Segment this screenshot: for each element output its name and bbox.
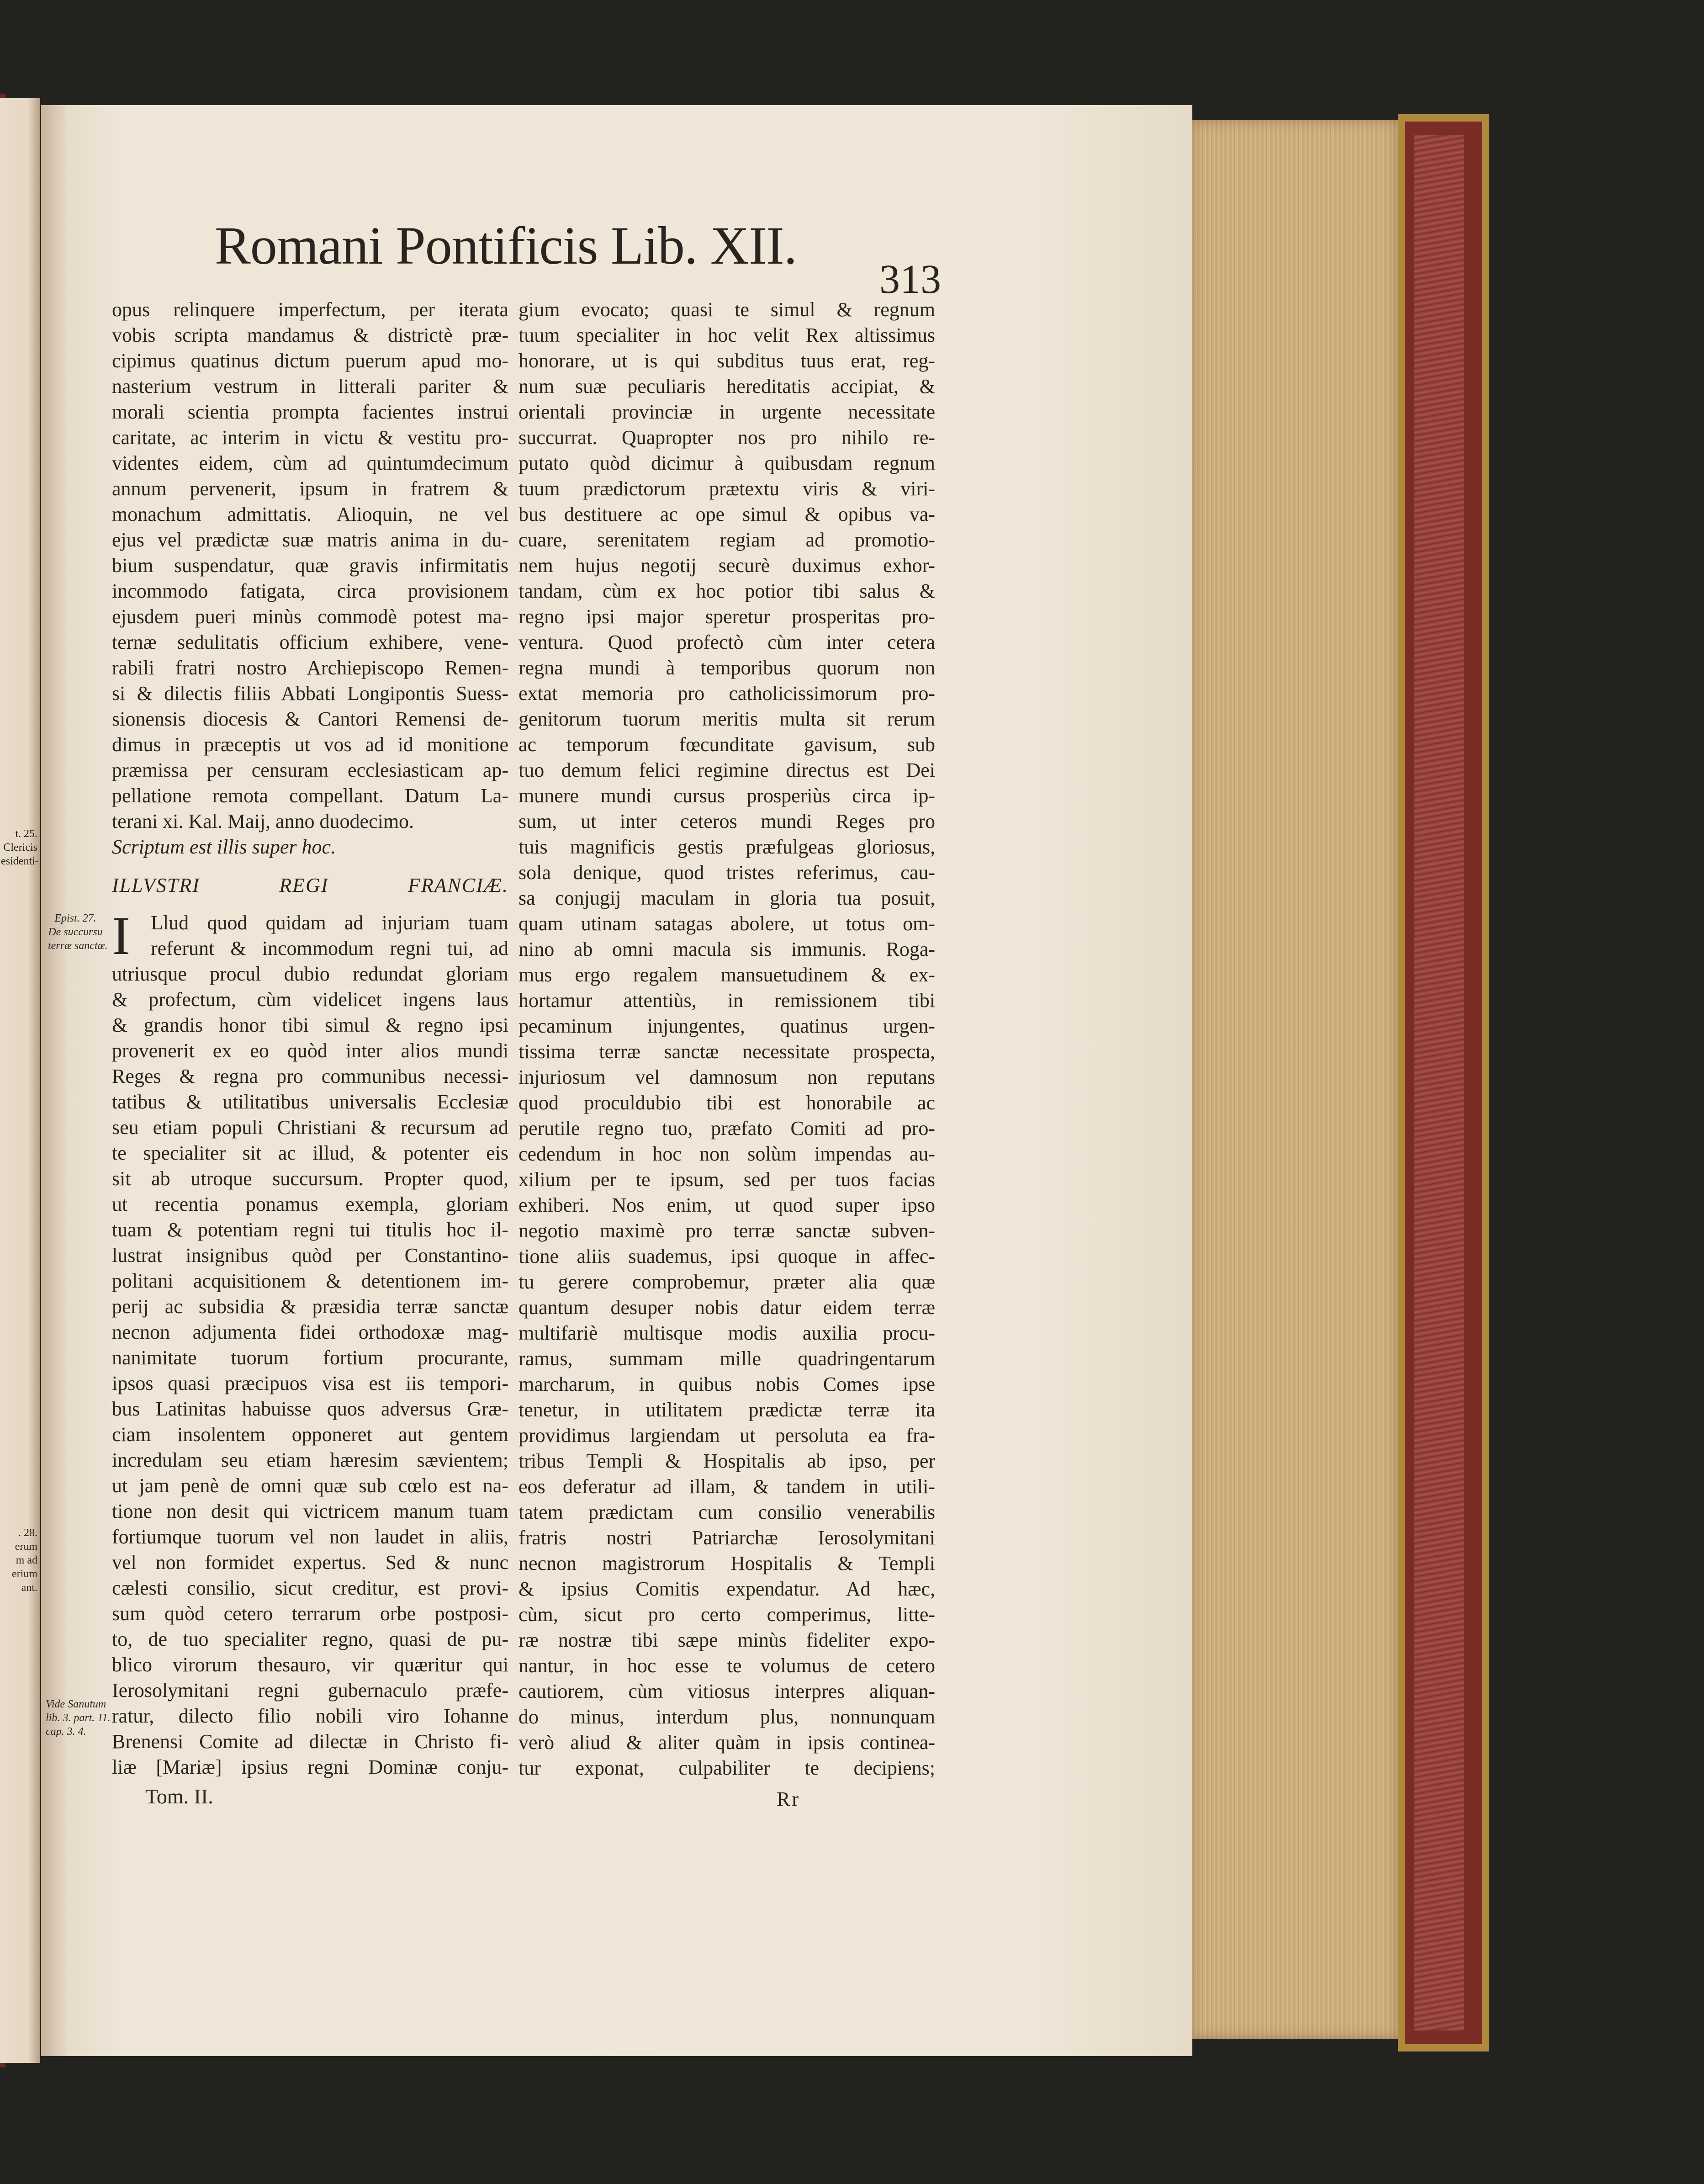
text-line: eos deferatur ad illam, & tandem in utili- xyxy=(519,1475,935,1498)
text-line: ut jam penè de omni quæ sub cœlo est na- xyxy=(112,1474,508,1497)
text-line: ipsos quasi præcipuos visa est iis tempori- xyxy=(112,1372,508,1394)
text-line: tuum prædictorum prætextu viris & viri- xyxy=(519,477,935,500)
footer-signature: Rr xyxy=(777,1788,800,1810)
text-line: ejusdem pueri minùs commodè potest ma- xyxy=(112,605,508,628)
text-line: nino ab omni macula sis immunis. Roga- xyxy=(519,938,935,960)
text-line: tuum specialiter in hoc velit Rex altissimus xyxy=(519,324,935,346)
text-line: xilium per te ipsum, sed per tuos facias xyxy=(519,1168,935,1191)
text-line: tissima terræ sanctæ necessitate prospecta, xyxy=(519,1040,935,1063)
text-line: injuriosum vel damnosum non reputans xyxy=(519,1066,935,1088)
text-line: honorare, ut is qui subditus tuus erat, reg- xyxy=(519,350,935,372)
text-line: Brenensi Comite ad dilectæ in Christo fi- xyxy=(112,1730,508,1753)
text-line: politani acquisitionem & detentionem im- xyxy=(112,1270,508,1292)
text-line: regno ipsi major speretur prosperitas pro- xyxy=(519,605,935,628)
text-line: quod proculdubio tibi est honorabile ac xyxy=(519,1092,935,1114)
text-line: num suæ peculiaris hereditatis accipiat, & xyxy=(519,375,935,398)
text-line: quantum desuper nobis datur eidem terræ xyxy=(519,1296,935,1319)
text-line: annum pervenerit, ipsum in fratrem & xyxy=(112,477,508,500)
margin-note-vide-sanutum xyxy=(46,1697,111,1739)
text-line: incommodo fatigata, circa provisionem xyxy=(112,580,508,602)
text-line: regna mundi à temporibus quorum non xyxy=(519,657,935,679)
text-line: Llud quod quidam ad injuriam tuam xyxy=(151,912,508,934)
text-line: sum quòd cetero terrarum orbe postposi- xyxy=(112,1602,508,1625)
text-line: blico virorum thesauro, vir quæritur qui xyxy=(112,1654,508,1676)
scriptum-line: Scriptum est illis super hoc. xyxy=(112,836,336,858)
text-line: cuare, serenitatem regiam ad promotio- xyxy=(519,529,935,551)
text-line: hortamur attentiùs, in remissionem tibi xyxy=(519,989,935,1012)
text-line: negotio maximè pro terræ sanctæ subven- xyxy=(519,1219,935,1242)
text-line: bium suspendatur, quæ gravis infirmitatis xyxy=(112,554,508,577)
text-line: verò aliud & aliter quàm in ipsis continea- xyxy=(519,1731,935,1754)
text-line: sa conjugij maculam in gloria tua posuit, xyxy=(519,887,935,909)
text-line: vel non formidet expertus. Sed & nunc xyxy=(112,1551,508,1574)
text-line: ramus, summam mille quadringentarum xyxy=(519,1347,935,1370)
text-line: mus ergo regalem mansuetudinem & ex- xyxy=(519,964,935,986)
text-line: tuo demum felici regimine directus est Dei xyxy=(519,759,935,781)
text-line: referunt & incommodum regni tui, ad xyxy=(151,937,508,959)
text-line: sit ab utroque succursum. Propter quod, xyxy=(112,1167,508,1190)
text-line: dimus in præceptis ut vos ad id monitione xyxy=(112,733,508,756)
text-line: nem hujus negotij securè duximus exhor- xyxy=(519,554,935,577)
text-line: necnon magistrorum Hospitalis & Templi xyxy=(519,1552,935,1574)
margin-note-epist-27 xyxy=(48,912,108,953)
margin-note-line: ant. xyxy=(21,1582,37,1594)
text-line: putato quòd dicimur à quibusdam regnum xyxy=(519,452,935,474)
text-line: & ipsius Comitis expendatur. Ad hæc, xyxy=(519,1578,935,1600)
text-line: nanimitate tuorum fortium procurante, xyxy=(112,1346,508,1369)
text-line: opus relinquere imperfectum, per iterata xyxy=(112,298,508,321)
text-line: Ierosolymitani regni gubernaculo præfe- xyxy=(112,1679,508,1702)
text-line: seu etiam populi Christiani & recursum ad xyxy=(112,1116,508,1139)
text-line: cipimus quatinus dictum puerum apud mo- xyxy=(112,350,508,372)
text-line: cedendum in hoc non solùm impendas au- xyxy=(519,1143,935,1165)
text-line: tur exponat, culpabiliter te decipiens; xyxy=(519,1757,935,1779)
text-line: ut recentia ponamus exempla, gloriam xyxy=(112,1193,508,1215)
text-line: to, de tuo specialiter regno, quasi de pu- xyxy=(112,1628,508,1650)
text-line: & grandis honor tibi simul & regno ipsi xyxy=(112,1014,508,1036)
text-line: & profectum, cùm videlicet ingens laus xyxy=(112,988,508,1011)
text-line: incredulam seu etiam hæresim sævientem; xyxy=(112,1449,508,1471)
text-line: videntes eidem, cùm ad quintumdecimum xyxy=(112,452,508,474)
margin-note-line: lib. 3. part. 11. xyxy=(46,1712,111,1724)
text-line: vobis scripta mandamus & districtè præ- xyxy=(112,324,508,346)
text-line: tuis magnificis gestis præfulgeas gloriosus, xyxy=(519,836,935,858)
margin-note-line: De succursu xyxy=(48,926,103,938)
text-line: multifariè multisque modis auxilia procu- xyxy=(519,1322,935,1344)
margin-note-line: Epist. 27. xyxy=(54,912,96,924)
drop-cap: I xyxy=(112,905,130,966)
text-line: ræ nostræ tibi sæpe minùs fideliter expo- xyxy=(519,1629,935,1651)
text-line: gium evocato; quasi te simul & regnum xyxy=(519,298,935,321)
text-line: orientali provinciæ in urgente necessitate xyxy=(519,401,935,423)
text-line: fratris nostri Patriarchæ Ierosolymitani xyxy=(519,1527,935,1549)
page-number: 313 xyxy=(879,257,941,302)
text-line: monachum admittatis. Alioquin, ne vel xyxy=(112,503,508,525)
margin-note-line: terræ sanctæ. xyxy=(48,940,108,952)
margin-note-line: cap. 3. 4. xyxy=(46,1726,86,1738)
text-line: tuam & potentiam regni tui titulis hoc il- xyxy=(112,1219,508,1241)
text-line: ternæ sedulitatis officium exhibere, vene- xyxy=(112,631,508,653)
text-line: pellatione remota compellant. Datum La- xyxy=(112,785,508,807)
text-line: tenetur, in utilitatem prædictæ terræ ita xyxy=(519,1399,935,1421)
text-line: tribus Templi & Hospitalis ab ipso, per xyxy=(519,1450,935,1472)
text-line: extat memoria pro catholicissimorum pro- xyxy=(519,682,935,705)
text-line: tione non desit qui victricem manum tuam xyxy=(112,1500,508,1522)
letter-heading: ILLVSTRI REGI FRANCIÆ. xyxy=(112,874,508,896)
margin-note-line: esidenti- xyxy=(1,855,39,867)
page-edges xyxy=(1190,120,1398,2039)
text-line: munere mundi cursus prosperiùs circa ip- xyxy=(519,785,935,807)
text-line: do minus, interdum plus, nonnunquam xyxy=(519,1706,935,1728)
text-line: marcharum, in quibus nobis Comes ipse xyxy=(519,1373,935,1395)
margin-note-line: Clericis xyxy=(3,842,37,853)
text-line: genitorum tuorum meritis multa sit rerum xyxy=(519,708,935,730)
text-line: te specialiter sit ac illud, & potenter eis xyxy=(112,1142,508,1164)
text-line: quam utinam satagas abolere, ut totus om- xyxy=(519,912,935,935)
text-line: pecaminum injungentes, quatinus urgen- xyxy=(519,1015,935,1037)
text-line: succurrat. Quapropter nos pro nihilo re- xyxy=(519,426,935,449)
left-page-margin-note-2 xyxy=(1,1526,37,1595)
text-line: sum, ut inter ceteros mundi Reges pro xyxy=(519,810,935,832)
margin-note-line: t. 25. xyxy=(15,828,37,840)
text-line: perutile regno tuo, præfato Comiti ad pro- xyxy=(519,1117,935,1140)
text-line: nasterium vestrum in litterali pariter & xyxy=(112,375,508,398)
text-line: providimus largiendam ut persoluta ea fra- xyxy=(519,1424,935,1447)
text-line: si & dilectis filiis Abbati Longipontis Suess- xyxy=(112,682,508,705)
text-line: cælesti consilio, sicut creditur, est provi- xyxy=(112,1577,508,1599)
text-line: tu gerere comprobemur, præter alia quæ xyxy=(519,1271,935,1293)
text-line: caritate, ac interim in victu & vestitu pro- xyxy=(112,426,508,449)
text-line: Reges & regna pro communibus necessi- xyxy=(112,1065,508,1087)
text-line: cautiorem, cùm vitiosus interpres aliquan- xyxy=(519,1680,935,1702)
text-line: ac temporum fœcunditate gavisum, sub xyxy=(519,733,935,756)
text-line: præmissa per censuram ecclesiasticam ap- xyxy=(112,759,508,781)
left-page-fragment xyxy=(0,98,40,2063)
text-line: fortiumque tuorum vel non laudet in aliis, xyxy=(112,1526,508,1548)
text-line: provenerit ex eo quòd inter alios mundi xyxy=(112,1039,508,1062)
text-line: tandam, cùm ex hoc potior tibi salus & xyxy=(519,580,935,602)
text-line: tatibus & utilitatibus universalis Ecclesiæ xyxy=(112,1091,508,1113)
text-line: cùm, sicut pro certo comperimus, litte- xyxy=(519,1603,935,1626)
margin-note-line: erum xyxy=(15,1541,37,1553)
margin-note-line: . 28. xyxy=(18,1527,37,1539)
text-line: sionensis diocesis & Cantori Remensi de- xyxy=(112,708,508,730)
margin-note-line: erium xyxy=(12,1568,37,1580)
text-line: ejus vel prædictæ suæ matris anima in du- xyxy=(112,529,508,551)
margin-note-line: Vide Sanutum xyxy=(46,1698,106,1710)
text-line: utriusque procul dubio redundat gloriam xyxy=(112,963,508,985)
text-line: necnon adjumenta fidei orthodoxæ mag- xyxy=(112,1321,508,1343)
text-line: lustrat insignibus quòd per Constantino- xyxy=(112,1244,508,1267)
text-line: sola denique, quod tristes referimus, cau- xyxy=(519,861,935,884)
text-line: ratur, dilecto filio nobili viro Iohanne xyxy=(112,1705,508,1727)
text-line: nantur, in hoc esse te volumus de cetero xyxy=(519,1654,935,1677)
margin-note-line: m ad xyxy=(16,1554,37,1566)
text-line: terani xi. Kal. Maij, anno duodecimo. xyxy=(112,810,414,832)
text-line: perij ac subsidia & præsidia terræ sanctæ xyxy=(112,1295,508,1318)
text-line: ventura. Quod profectò cùm inter cetera xyxy=(519,631,935,653)
text-line: bus Latinitas habuisse quos adversus Græ- xyxy=(112,1398,508,1420)
text-line: rabili fratri nostro Archiepiscopo Remen- xyxy=(112,657,508,679)
text-line: tatem prædictam cum consilio venerabilis xyxy=(519,1501,935,1523)
text-line: bus destituere ac ope simul & opibus va- xyxy=(519,503,935,525)
text-line: exhiberi. Nos enim, ut quod super ipso xyxy=(519,1194,935,1216)
text-line: ciam insolentem opponeret aut gentem xyxy=(112,1423,508,1446)
book-cover-red xyxy=(1398,114,1489,2051)
text-line: morali scientia prompta facientes instrui xyxy=(112,401,508,423)
running-title: Romani Pontificis Lib. XII. xyxy=(215,216,797,276)
text-line: tione aliis suademus, ipsi quoque in affec- xyxy=(519,1245,935,1267)
footer-volume: Tom. II. xyxy=(145,1785,213,1808)
left-page-margin-note-1 xyxy=(1,827,37,868)
text-line: liæ [Mariæ] ipsius regni Dominæ conju- xyxy=(112,1756,508,1778)
